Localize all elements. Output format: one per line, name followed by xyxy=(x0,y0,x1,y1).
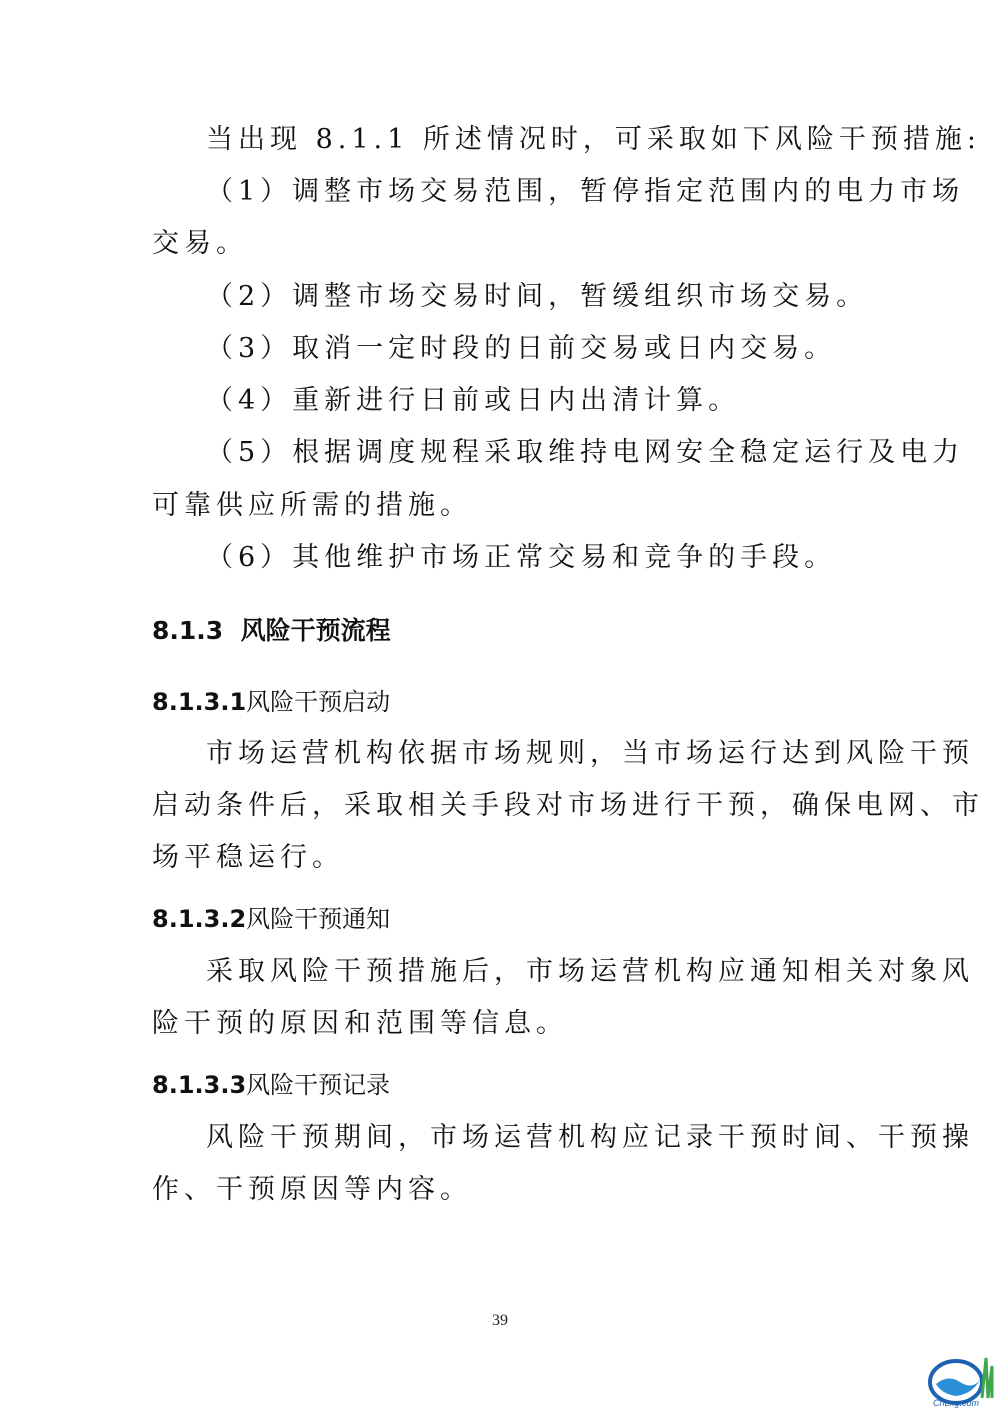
list-item-5: （5）根据调度规程采取维持电网安全稳定运行及电力 xyxy=(206,437,965,468)
svg-text:CnLng.com: CnLng.com xyxy=(932,1398,980,1408)
section-title: 风险干预流程 xyxy=(240,616,391,645)
section-number: 8.1.3 xyxy=(152,616,224,645)
list-item-1: （1）调整市场交易范围，暂停指定范围内的电力市场 xyxy=(206,176,965,207)
cnlng-logo-icon xyxy=(926,1352,994,1408)
subsection-number: 8.1.3.2 xyxy=(152,905,247,933)
paragraph-line: 险干预的原因和范围等信息。 xyxy=(152,1008,568,1039)
subsection-heading-8-1-3-2 xyxy=(152,903,390,935)
list-item-4: （4）重新进行日前或日内出清计算。 xyxy=(206,385,741,416)
subsection-heading-8-1-3-3 xyxy=(152,1069,390,1101)
subsection-title: 风险干预启动 xyxy=(246,688,391,716)
list-item-6: （6）其他维护市场正常交易和竞争的手段。 xyxy=(206,542,837,573)
subsection-number: 8.1.3.3 xyxy=(152,1071,247,1099)
subsection-number: 8.1.3.1 xyxy=(152,688,247,716)
paragraph-line: 采取风险干预措施后，市场运营机构应通知相关对象风 xyxy=(206,956,974,987)
page-number: 39 xyxy=(492,1312,508,1329)
paragraph-line: 风险干预期间，市场运营机构应记录干预时间、干预操 xyxy=(206,1122,974,1153)
subsection-heading-8-1-3-1 xyxy=(152,686,390,718)
paragraph-intro: 当出现 8.1.1 所述情况时，可采取如下风险干预措施: xyxy=(206,124,981,155)
section-heading-8-1-3 xyxy=(152,614,391,648)
list-item-2: （2）调整市场交易时间，暂缓组织市场交易。 xyxy=(206,281,869,312)
paragraph-line: 场平稳运行。 xyxy=(152,842,344,873)
paragraph-line: 市场运营机构依据市场规则，当市场运行达到风险干预 xyxy=(206,738,974,769)
list-item-1-continued: 交易。 xyxy=(152,228,248,259)
subsection-title: 风险干预记录 xyxy=(246,1071,391,1099)
subsection-title: 风险干预通知 xyxy=(246,905,391,933)
paragraph-line: 作、干预原因等内容。 xyxy=(152,1174,472,1205)
list-item-5-continued: 可靠供应所需的措施。 xyxy=(152,490,472,521)
paragraph-line: 启动条件后，采取相关手段对市场进行干预，确保电网、市 xyxy=(152,790,984,821)
list-item-3: （3）取消一定时段的日前交易或日内交易。 xyxy=(206,333,837,364)
